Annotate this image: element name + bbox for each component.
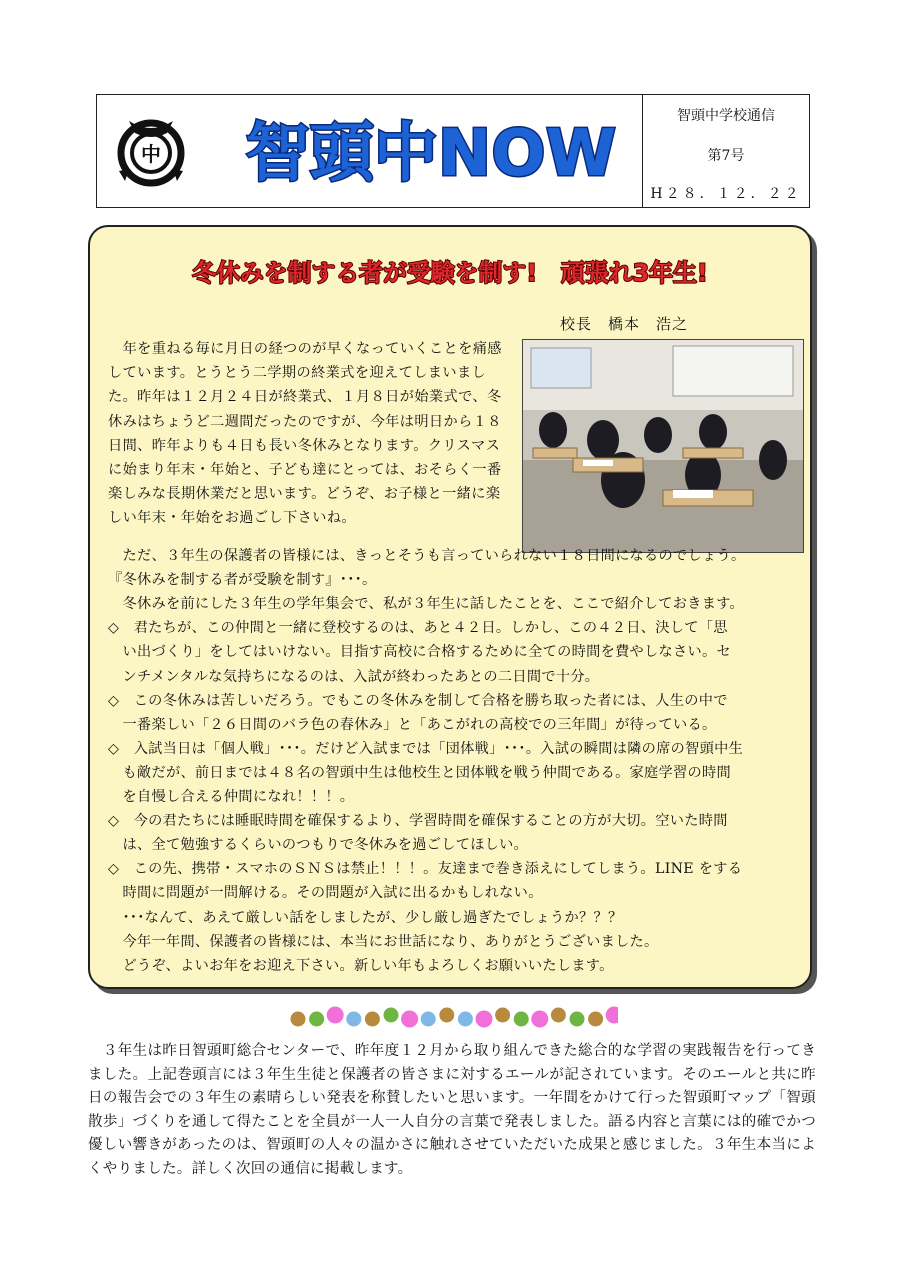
issue-info — [642, 95, 809, 207]
principal-message-panel — [88, 225, 812, 989]
issue-number: 第7号 — [707, 148, 745, 164]
divider-dot — [309, 1012, 324, 1027]
message-line: どうぞ、よいお年をお迎え下さい。新しい年もよろしくお願いいたします。 — [108, 957, 614, 974]
school-emblem-icon — [111, 111, 191, 191]
message-line: 今年一年間、保護者の皆様には、本当にお世話になり、ありがとうございました。 — [108, 933, 659, 950]
divider-dot — [514, 1012, 529, 1027]
headline-text: 冬休みを制する者が受験を制す! 頑張れ3年生! — [192, 258, 708, 287]
author-line: 校長 橋本 浩之 — [560, 315, 689, 333]
message-line: 冬休みを前にした３年生の学年集会で、私が３年生に話したことを、ここで紹介しておきます。 — [108, 596, 745, 613]
divider-dot — [421, 1012, 436, 1027]
message-line: を自慢し合える仲間になれ！！！。 — [108, 789, 355, 805]
message-line: ◇ この先、携帯・スマホのＳＮＳは禁止！！！。友達まで巻き添えにしてしまう。LINE をする — [108, 861, 743, 878]
issue-date: H２８．１２．２２ — [650, 186, 802, 202]
message-line: ･･･なんて、あえて厳しい話をしましたが、少し厳し過ぎたでしょうか？？？ — [108, 909, 623, 926]
divider-dot — [401, 1011, 418, 1028]
divider-dot — [476, 1011, 493, 1028]
divider-dot — [365, 1012, 380, 1027]
dot-divider — [288, 1006, 618, 1030]
divider-dot — [606, 1007, 618, 1024]
divider-dot — [458, 1012, 473, 1027]
divider-dot — [346, 1012, 361, 1027]
masthead-box — [96, 94, 810, 208]
intro-paragraph: 年を重ねる毎に月日の経つのが早くなっていくことを痛感しています。とうとう二学期の終業式を迎えてしまいました。昨年は１２月２４日が終業式、１月８日が始業式で、冬休みはちょうど二週間だったのですが、今年は明日から１８日間、昨年よりも４日も長い冬休みとなります。クリスマスに始まり年末・年始と、子ども達にとっては、おそらく一番楽しみな長期休業だと思います。どうぞ、お子様と一緒に楽しい年末・年始をお過ごし下さいね。 — [108, 341, 502, 527]
divider-dot — [588, 1012, 603, 1027]
divider-dot — [551, 1008, 566, 1023]
masthead-title — [231, 105, 631, 197]
masthead-text: 智頭中NOW — [245, 117, 617, 191]
divider-dot — [291, 1012, 306, 1027]
classroom-exam-photo — [522, 339, 804, 553]
message-line: 時間に問題が一問解ける。その問題が入試に出るかもしれない。 — [108, 885, 543, 902]
divider-dot — [327, 1007, 344, 1024]
message-line: ◇ 入試当日は「個人戦」･･･。だけど入試までは「団体戦」･･･。入試の瞬間は隣の席の智頭中生 — [108, 740, 744, 757]
message-line: ンチメンタルな気持ちになるのは、入試が終わったあとの二日間で十分。 — [108, 668, 600, 685]
message-line: ◇ 君たちが、この仲間と一緒に登校するのは、あと４２日。しかし、この４２日、決して「思 — [108, 620, 728, 637]
report-paragraph: ３年生は昨日智頭町総合センターで、昨年度１２月から取り組んできた総合的な学習の実践報告を行ってきました。上記巻頭言には３年生生徒と保護者の皆さまに対するエールが記されています。そのエールと共に昨日の報告会での３年生の素晴らしい発表を称賛したいと思います。一年間をかけて行った智頭町マップ「智頭散歩」づくりを通して得たことを全員が一人一人自分の言葉で発表しました。語る内容と言葉には的確でかつ優しい響きがあったのは、智頭町の人々の温かさに触れさせていただいた成果と感じました。３年生本当によくやりました。詳しく次回の通信に掲載します。 — [88, 1043, 816, 1177]
message-line: い出づくり」をしてはいけない。目指す高校に合格するために全ての時間を費やしなさい。セ — [108, 644, 731, 661]
emblem-character: 中 — [141, 142, 161, 166]
publication-name: 智頭中学校通信 — [677, 108, 775, 124]
divider-dot — [531, 1011, 548, 1028]
divider-dot — [495, 1008, 510, 1023]
message-line: は、全て勉強するくらいのつもりで冬休みを過ごしてほしい。 — [108, 837, 529, 854]
message-line: ただ、３年生の保護者の皆様には、きっとそうも言っていられない１８日間になるのでしょう。 — [108, 548, 746, 564]
divider-dot — [570, 1012, 585, 1027]
message-line: 一番楽しい「２６日間のバラ色の春休み」と「あこがれの高校での三年間」が待っている。 — [108, 716, 717, 733]
message-line: ◇ この冬休みは苦しいだろう。でもこの冬休みを制して合格を勝ち取った者には、人生の中で — [108, 692, 728, 709]
divider-dot — [384, 1008, 399, 1023]
message-line: 『冬休みを制する者が受験を制す』･･･。 — [108, 572, 377, 589]
message-line: も敵だが、前日までは４８名の智頭中生は他校生と団体戦を戦う仲間である。家庭学習の時間 — [108, 764, 731, 781]
article-headline — [90, 251, 810, 291]
message-line: ◇ 今の君たちには睡眠時間を確保するより、学習時間を確保することの方が大切。空いた時間 — [108, 813, 728, 830]
divider-dot — [439, 1008, 454, 1023]
